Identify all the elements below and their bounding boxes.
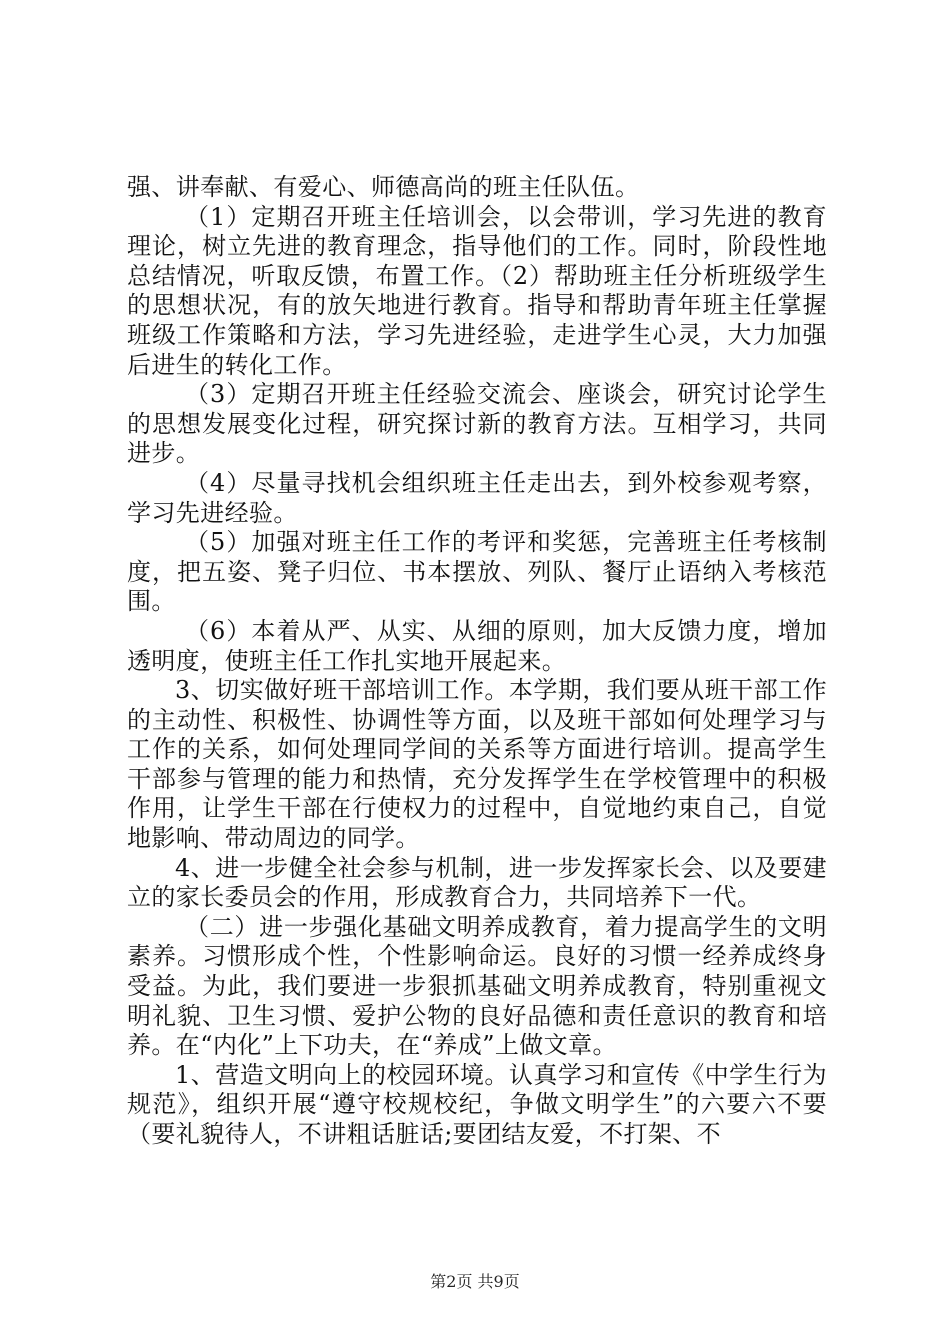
paragraph-1: 强、讲奉献、有爱心、师德高尚的班主任队伍。: [127, 173, 640, 201]
paragraph-4: （4）尽量寻找机会组织班主任走出去，到外校参观考察，学习先进经验。: [127, 468, 827, 527]
paragraph-2: （1）定期召开班主任培训会，以会带训，学习先进的教育理论，树立先进的教育理念，指导他们的工作。同时，阶段性地总结情况，听取反馈，布置工作。（2）帮助班主任分析班级学生的思想状况，有的放矢地进行教育。指导和帮助青年班主任掌握班级工作策略和方法，学习先进经验，走进学生心灵，大力加强后进生的转化工作。: [127, 202, 827, 379]
paragraph-8: 4、进一步健全社会参与机制，进一步发挥家长会、以及要建立的家长委员会的作用，形成教育合力，共同培养下一代。: [127, 853, 827, 912]
document-body: [127, 173, 827, 1150]
paragraph-9: （二）进一步强化基础文明养成教育，着力提高学生的文明素养。习惯形成个性，个性影响命运。良好的习惯一经养成终身受益。为此，我们要进一步狠抓基础文明养成教育，特别重视文明礼貌、卫生习惯、爱护公物的良好品德和责任意识的教育和培养。在“内化”上下功夫，在“养成”上做文章。: [127, 912, 827, 1060]
paragraph-3: （3）定期召开班主任经验交流会、座谈会，研究讨论学生的思想发展变化过程，研究探讨新的教育方法。互相学习，共同进步。: [127, 380, 827, 468]
paragraph-5: （5）加强对班主任工作的考评和奖惩，完善班主任考核制度，把五姿、凳子归位、书本摆放、列队、餐厅止语纳入考核范围。: [127, 528, 827, 616]
paragraph-6: （6）本着从严、从实、从细的原则，加大反馈力度，增加透明度，使班主任工作扎实地开展起来。: [127, 616, 827, 675]
paragraph-7: 3、切实做好班干部培训工作。本学期，我们要从班干部工作的主动性、积极性、协调性等方面，以及班干部如何处理学习与工作的关系，如何处理同学间的关系等方面进行培训。提高学生干部参与管理的能力和热情，充分发挥学生在学校管理中的积极作用，让学生干部在行使权力的过程中，自觉地约束自己，自觉地影响、带动周边的同学。: [127, 676, 827, 853]
paragraph-10: 1、营造文明向上的校园环境。认真学习和宣传《中学生行为规范》，组织开展“遵守校规校纪，争做文明学生”的六要六不要（要礼貌待人，不讲粗话脏话;要团结友爱，不打架、不: [127, 1060, 827, 1148]
page-number: 第2页 共9页: [430, 1272, 520, 1291]
